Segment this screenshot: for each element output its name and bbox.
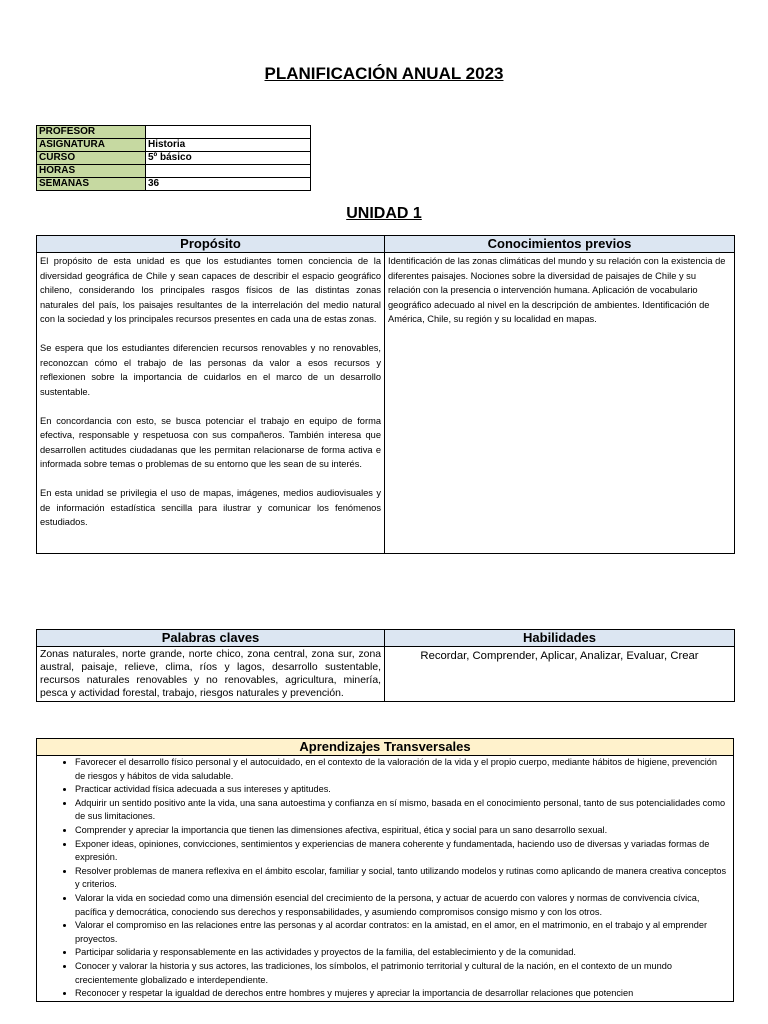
page-title: PLANIFICACIÓN ANUAL 2023: [264, 64, 504, 83]
info-value: [146, 165, 311, 178]
info-label: SEMANAS: [37, 178, 146, 191]
keywords-skills-table: [36, 629, 735, 702]
list-item: • Participar solidaria y responsablemente en las actividades y proyectos de la familia, del establecimiento y de la comunidad.: [75, 946, 729, 960]
skills-header: Habilidades: [385, 630, 735, 647]
keywords-cell: Zonas naturales, norte grande, norte chico, zona central, zona sur, zona austral, paisaje, relieve, clima, ríos y lagos, desarrollo sustentable, recursos naturales renovables y no renovables, agricultura, minería, pesca y actividad forestal, trabajo, riesgos naturales y prevención.: [37, 647, 385, 702]
info-row-horas: [37, 165, 311, 178]
info-row-profesor: [37, 126, 311, 139]
list-item: • Comprender y apreciar la importancia que tienen las dimensiones afectiva, espiritual, ética y social para un sano desarrollo sexual.: [75, 824, 729, 838]
skills-cell: Recordar, Comprender, Aplicar, Analizar, Evaluar, Crear: [385, 647, 735, 702]
list-item: • Favorecer el desarrollo físico personal y el autocuidado, en el contexto de la valoración de la vida y el propio cuerpo, mediante hábitos de higiene, prevención de riesgos y hábitos de vida saludable.: [75, 756, 729, 783]
list-item: • Reconocer y respetar la igualdad de derechos entre hombres y mujeres y apreciar la importancia de desarrollar relaciones que potencien: [75, 987, 729, 1001]
prior-knowledge-cell: Identificación de las zonas climáticas del mundo y su relación con la existencia de diferentes paisajes. Nociones sobre la diversidad de paisajes de Chile y su relación con la presencia o intervención humana. Aplicación de vocabulario geográfico adecuado al nivel en la descripción de ambientes. Identificación de América, Chile, su región y su localidad en mapas.: [385, 253, 735, 554]
prior-knowledge-header: Conocimientos previos: [385, 236, 735, 253]
course-info-table: [36, 125, 311, 191]
keywords-header: Palabras claves: [37, 630, 385, 647]
info-label: ASIGNATURA: [37, 139, 146, 152]
info-row-asignatura: [37, 139, 311, 152]
info-value: Historia: [146, 139, 311, 152]
purpose-paragraph: El propósito de esta unidad es que los estudiantes tomen conciencia de la diversidad geográfica de Chile y sean capaces de describir el espacio geográfico chileno, considerando los principales rasgos físicos de las distintas zonas naturales del país, los paisajes resultantes de la interrelación del medio natural con la sociedad y los principales recursos presentes en cada una de estas zonas.: [40, 256, 381, 324]
list-item: • Valorar la vida en sociedad como una dimensión esencial del crecimiento de la persona, y actuar de acuerdo con valores y normas de convivencia cívica, pacífica y democrática, conociendo sus derechos y responsabilidades, y asumiendo compromisos consigo mismo y con los otros.: [75, 892, 729, 919]
transversal-list: [37, 756, 729, 1001]
info-label: HORAS: [37, 165, 146, 178]
purpose-paragraph: Se espera que los estudiantes diferencien recursos renovables y no renovables, reconozcan cómo el trabajo de las personas da valor a esos recursos y reflexionen sobre la importancia de cuidarlos en el marco de un desarrollo sustentable.: [40, 343, 381, 397]
list-item: • Exponer ideas, opiniones, convicciones, sentimientos y experiencias de manera coherente y fundamentada, haciendo uso de diversas y variadas formas de expresión.: [75, 838, 729, 865]
list-item: • Adquirir un sentido positivo ante la vida, una sana autoestima y confianza en sí mismo, basada en el conocimiento personal, tanto de sus potencialidades como de sus limitaciones.: [75, 797, 729, 824]
info-value: [146, 126, 311, 139]
purpose-paragraph: En esta unidad se privilegia el uso de mapas, imágenes, medios audiovisuales y de información estadística sencilla para ilustrar y comunicar los fenómenos estudiados.: [40, 488, 381, 527]
info-row-semanas: [37, 178, 311, 191]
info-value: 36: [146, 178, 311, 191]
purpose-paragraph: En concordancia con esto, se busca potenciar el trabajo en equipo de forma efectiva, responsable y respetuosa con sus compañeros. También interesa que desarrollen actitudes ciudadanas que les permitan relacionarse de forma activa e informada sobre temas o problemas de su entorno que les sean de su interés.: [40, 415, 381, 469]
unit-title: UNIDAD 1: [346, 205, 422, 222]
transversal-table: [36, 738, 734, 1002]
info-row-curso: [37, 152, 311, 165]
list-item: • Valorar el compromiso en las relaciones entre las personas y al acordar contratos: en la amistad, en el amor, en el matrimonio, en el trabajo y al emprender proyectos.: [75, 919, 729, 946]
list-item: • Practicar actividad física adecuada a sus intereses y aptitudes.: [75, 783, 729, 797]
purpose-table: [36, 235, 735, 554]
list-item: • Conocer y valorar la historia y sus actores, las tradiciones, los símbolos, el patrimonio territorial y cultural de la nación, en el contexto de un mundo crecientemente globalizado e interdependiente.: [75, 960, 729, 987]
purpose-header: Propósito: [37, 236, 385, 253]
info-label: CURSO: [37, 152, 146, 165]
transversal-cell: [37, 756, 734, 1002]
info-label: PROFESOR: [37, 126, 146, 139]
info-value: 5º básico: [146, 152, 311, 165]
list-item: • Resolver problemas de manera reflexiva en el ámbito escolar, familiar y social, tanto utilizando modelos y rutinas como aplicando de manera creativa conceptos y criterios.: [75, 865, 729, 892]
transversal-header: Aprendizajes Transversales: [37, 739, 734, 756]
purpose-cell: [37, 253, 385, 554]
